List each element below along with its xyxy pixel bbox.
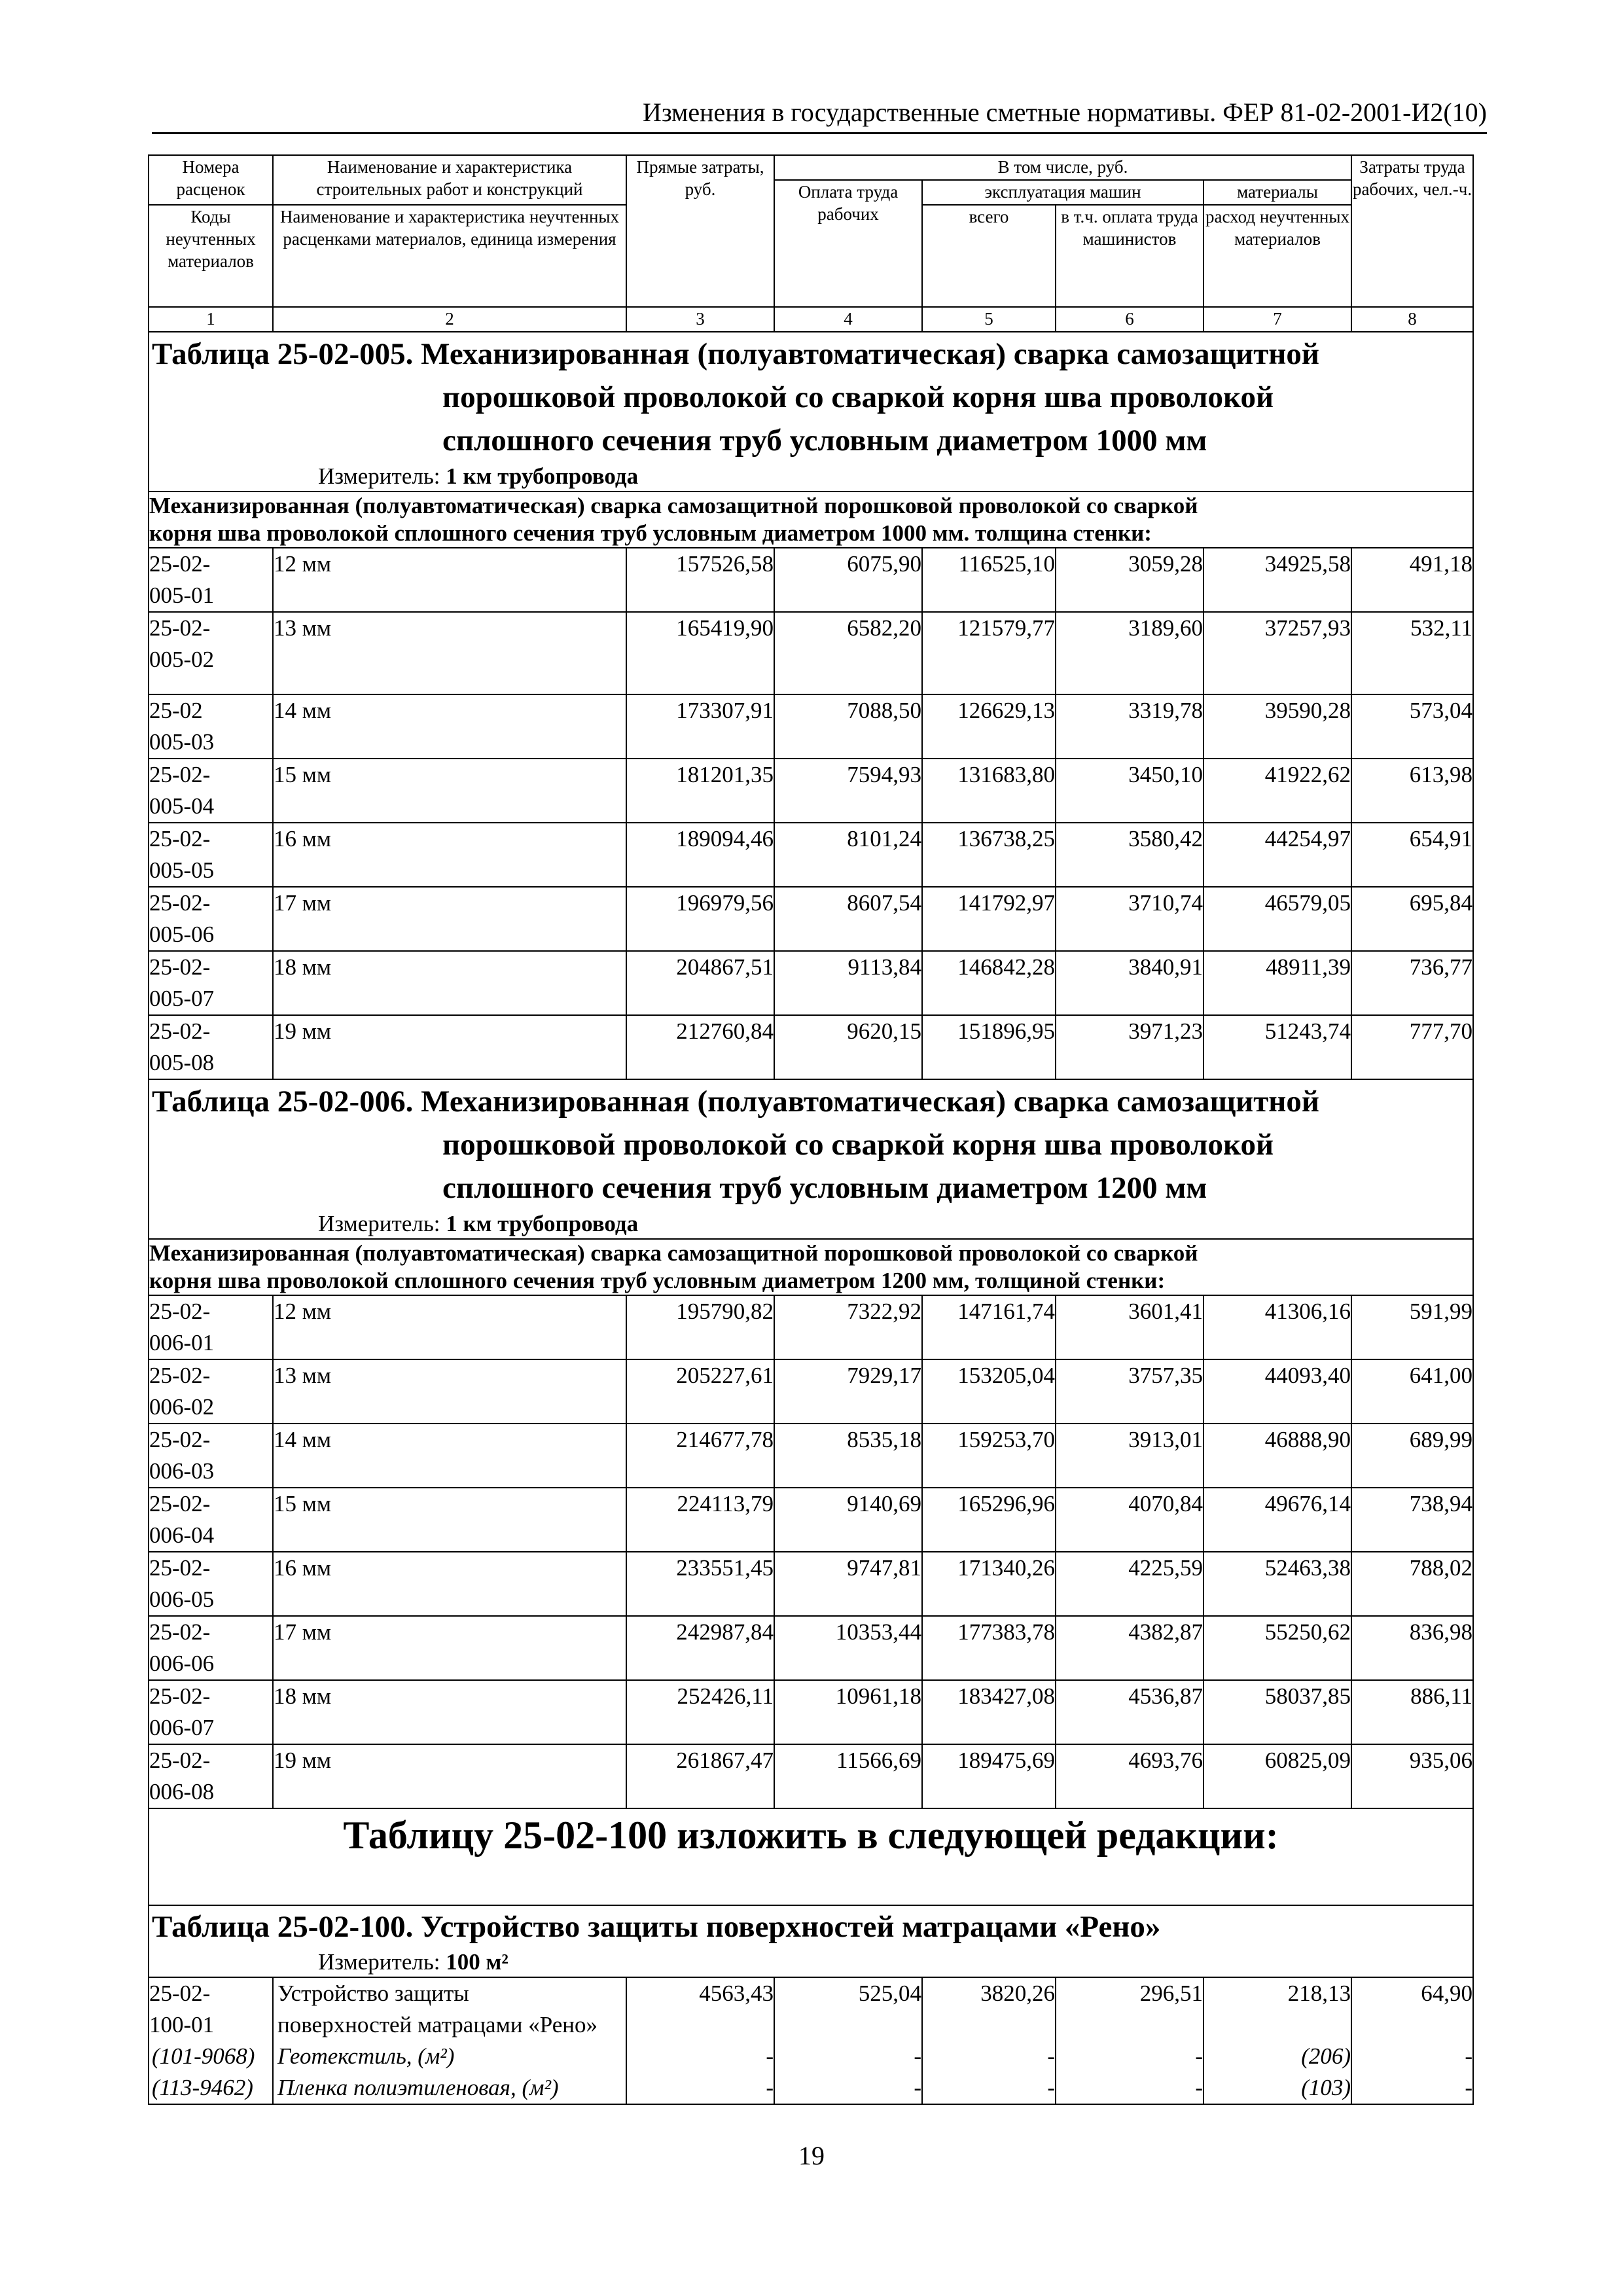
- table-006-title: [149, 1080, 1472, 1210]
- machine-total: 153205,04: [922, 1359, 1056, 1424]
- table-005-measure: [149, 462, 1472, 491]
- direct-costs: 189094,46: [626, 823, 774, 887]
- machine-total: 126629,13: [922, 694, 1056, 759]
- machine-total: 151896,95: [922, 1015, 1056, 1079]
- section-line: Механизированная (полуавтоматическая) сварка самозащитной порошковой проволокой со сваркой: [149, 1240, 1198, 1266]
- materials: 218,13: [1204, 1977, 1351, 2041]
- wall-thickness: 18 мм: [273, 951, 626, 1015]
- rate-row: [149, 1359, 1473, 1424]
- direct-costs: 252426,11: [626, 1680, 774, 1744]
- machinist-pay: 4382,87: [1056, 1616, 1204, 1680]
- rate-code-part: 006-02: [149, 1394, 215, 1420]
- machinist-pay: 4536,87: [1056, 1680, 1204, 1744]
- rate-code-part: 005-08: [149, 1050, 215, 1075]
- rate-row: [149, 1744, 1473, 1808]
- wall-thickness: 13 мм: [273, 1359, 626, 1424]
- rate-code-part: 100-01: [149, 2012, 215, 2037]
- rate-code-part: 25-02-: [149, 954, 211, 980]
- materials: 48911,39: [1204, 951, 1351, 1015]
- labor-costs: 64,90: [1351, 1977, 1473, 2041]
- work-name-part: Устройство защиты: [277, 1981, 469, 2006]
- materials: 51243,74: [1204, 1015, 1351, 1079]
- rate-code-part: 006-05: [149, 1587, 215, 1612]
- worker-pay: 525,04: [774, 1977, 922, 2041]
- direct-costs: 205227,61: [626, 1359, 774, 1424]
- worker-pay: 7322,92: [774, 1295, 922, 1359]
- column-number: 1: [149, 307, 273, 332]
- column-number: 4: [774, 307, 922, 332]
- rate-code: [149, 1744, 273, 1808]
- rate-code-part: 005-04: [149, 793, 215, 819]
- rate-code: [149, 1424, 273, 1488]
- worker-pay: 6582,20: [774, 612, 922, 694]
- labor-costs: 689,99: [1351, 1424, 1473, 1488]
- machine-total: -: [922, 2072, 1056, 2104]
- rate-code-part: 25-02-: [149, 1683, 211, 1709]
- table-005-title-cell: [149, 332, 1473, 492]
- rate-code-part: 25-02-: [149, 1555, 211, 1581]
- direct-costs: 181201,35: [626, 759, 774, 823]
- material-row: [149, 2041, 1473, 2072]
- materials: 46888,90: [1204, 1424, 1351, 1488]
- rate-code: [149, 887, 273, 951]
- table-title-line: Таблица 25-02-005. Механизированная (полуавтоматическая) сварка самозащитной: [152, 337, 1319, 371]
- rate-row: [149, 759, 1473, 823]
- machinist-pay: 3971,23: [1056, 1015, 1204, 1079]
- machine-total: 116525,10: [922, 548, 1056, 612]
- materials: 37257,93: [1204, 612, 1351, 694]
- materials: 39590,28: [1204, 694, 1351, 759]
- machinist-pay: 3601,41: [1056, 1295, 1204, 1359]
- machine-total: -: [922, 2041, 1056, 2072]
- direct-costs: 4563,43: [626, 1977, 774, 2041]
- rate-code-part: 005-06: [149, 922, 215, 947]
- table-100-row: [149, 1977, 1473, 2041]
- rate-row: [149, 1680, 1473, 1744]
- direct-costs: 214677,78: [626, 1424, 774, 1488]
- table-title-line: порошковой проволокой со сваркой корня шва проволокой: [442, 1128, 1274, 1162]
- rate-row: [149, 694, 1473, 759]
- labor-costs: 613,98: [1351, 759, 1473, 823]
- column-number: 8: [1351, 307, 1473, 332]
- machinist-pay: 3189,60: [1056, 612, 1204, 694]
- machine-total: 189475,69: [922, 1744, 1056, 1808]
- wall-thickness: 16 мм: [273, 823, 626, 887]
- rate-code: [149, 694, 273, 759]
- materials: (206): [1204, 2041, 1351, 2072]
- machinist-pay: 4693,76: [1056, 1744, 1204, 1808]
- direct-costs: 233551,45: [626, 1552, 774, 1616]
- rate-row: [149, 1616, 1473, 1680]
- direct-costs: 212760,84: [626, 1015, 774, 1079]
- labor-costs: 788,02: [1351, 1552, 1473, 1616]
- header-unaccounted-materials: расход неучтенных материалов: [1204, 205, 1351, 307]
- column-number: 7: [1204, 307, 1351, 332]
- table-100-title: Таблица 25-02-100. Устройство защиты поверхностей матрацами «Рено»: [152, 1910, 1161, 1944]
- header-total: всего: [922, 205, 1056, 307]
- table-005-title: [149, 332, 1472, 462]
- materials: (103): [1204, 2072, 1351, 2104]
- machinist-pay: 3580,42: [1056, 823, 1204, 887]
- machinist-pay: 3450,10: [1056, 759, 1204, 823]
- worker-pay: 6075,90: [774, 548, 922, 612]
- direct-costs: -: [626, 2072, 774, 2104]
- machine-total: 171340,26: [922, 1552, 1056, 1616]
- wall-thickness: 16 мм: [273, 1552, 626, 1616]
- table-100-measure: [149, 1948, 1472, 1977]
- rate-code-part: 25-02-: [149, 1427, 211, 1452]
- machinist-pay: 3757,35: [1056, 1359, 1204, 1424]
- material-code: (101-9068): [149, 2041, 273, 2072]
- rate-code-part: 006-07: [149, 1715, 215, 1740]
- worker-pay: 7088,50: [774, 694, 922, 759]
- header-name-unaccounted: Наименование и характеристика неучтенных расценками материалов, единица измерения: [273, 205, 626, 307]
- labor-costs: -: [1351, 2072, 1473, 2104]
- worker-pay: 10353,44: [774, 1616, 922, 1680]
- rate-row: [149, 1295, 1473, 1359]
- labor-costs: 738,94: [1351, 1488, 1473, 1552]
- materials: 46579,05: [1204, 887, 1351, 951]
- machine-total: 3820,26: [922, 1977, 1056, 2041]
- materials: 44254,97: [1204, 823, 1351, 887]
- labor-costs: 886,11: [1351, 1680, 1473, 1744]
- machine-total: 146842,28: [922, 951, 1056, 1015]
- rate-code-part: 25-02-: [149, 1619, 211, 1645]
- direct-costs: 204867,51: [626, 951, 774, 1015]
- column-numbers-row: [149, 307, 1473, 332]
- materials: 52463,38: [1204, 1552, 1351, 1616]
- rate-code: [149, 1616, 273, 1680]
- table-100-materials: [149, 2041, 1473, 2104]
- rate-code: [149, 1295, 273, 1359]
- work-name: [273, 1977, 626, 2041]
- direct-costs: 195790,82: [626, 1295, 774, 1359]
- rate-code-part: 005-02: [149, 647, 215, 672]
- wall-thickness: 13 мм: [273, 612, 626, 694]
- rate-row: [149, 951, 1473, 1015]
- material-row: [149, 2072, 1473, 2104]
- materials: 55250,62: [1204, 1616, 1351, 1680]
- page-number: 19: [798, 2141, 825, 2170]
- rate-row: [149, 887, 1473, 951]
- worker-pay: 8607,54: [774, 887, 922, 951]
- column-number: 3: [626, 307, 774, 332]
- header-incl-machinist-pay: в т.ч. оплата труда машинистов: [1056, 205, 1204, 307]
- worker-pay: 9113,84: [774, 951, 922, 1015]
- measure-value: 100 м²: [446, 1949, 508, 1975]
- worker-pay: 10961,18: [774, 1680, 922, 1744]
- rate-code-part: 006-04: [149, 1522, 215, 1548]
- labor-costs: 836,98: [1351, 1616, 1473, 1680]
- section-line: Механизированная (полуавтоматическая) сварка самозащитной порошковой проволокой со сваркой: [149, 493, 1198, 518]
- rate-row: [149, 1552, 1473, 1616]
- rate-row: [149, 1488, 1473, 1552]
- header-machine-operation: эксплуатация машин: [922, 180, 1204, 205]
- labor-costs: 591,99: [1351, 1295, 1473, 1359]
- header-including: В том числе, руб.: [774, 155, 1351, 180]
- table-006-section-header: [149, 1239, 1473, 1295]
- materials: 60825,09: [1204, 1744, 1351, 1808]
- materials: 58037,85: [1204, 1680, 1351, 1744]
- direct-costs: 242987,84: [626, 1616, 774, 1680]
- machine-total: 183427,08: [922, 1680, 1056, 1744]
- labor-costs: -: [1351, 2041, 1473, 2072]
- header-codes-unaccounted: Коды неучтенных материалов: [149, 205, 273, 307]
- worker-pay: 8101,24: [774, 823, 922, 887]
- direct-costs: 165419,90: [626, 612, 774, 694]
- worker-pay: 9620,15: [774, 1015, 922, 1079]
- header-direct-costs: Прямые затраты, руб.: [626, 155, 774, 307]
- labor-costs: 532,11: [1351, 612, 1473, 694]
- rate-code-part: 25-02-: [149, 826, 211, 852]
- rate-code: [149, 951, 273, 1015]
- rate-code-part: 006-03: [149, 1458, 215, 1484]
- machine-total: 131683,80: [922, 759, 1056, 823]
- header-worker-pay: Оплата труда рабочих: [774, 180, 922, 307]
- rate-code-part: 006-01: [149, 1330, 215, 1355]
- table-title-line: сплошного сечения труб условным диаметром 1000 мм: [442, 423, 1207, 457]
- rate-row: [149, 823, 1473, 887]
- section-line: корня шва проволокой сплошного сечения труб условным диаметром 1200 мм, толщиной стенки:: [149, 1268, 1166, 1293]
- rate-row: [149, 1424, 1473, 1488]
- labor-costs: 641,00: [1351, 1359, 1473, 1424]
- table-title-line: порошковой проволокой со сваркой корня шва проволокой: [442, 380, 1274, 414]
- machinist-pay: 296,51: [1056, 1977, 1204, 2041]
- rate-code-part: 25-02-: [149, 551, 211, 577]
- direct-costs: 196979,56: [626, 887, 774, 951]
- machine-total: 147161,74: [922, 1295, 1056, 1359]
- rate-code-part: 25-02-: [149, 890, 211, 916]
- labor-costs: 935,06: [1351, 1744, 1473, 1808]
- rate-code-part: 25-02-: [149, 1491, 211, 1516]
- worker-pay: 7594,93: [774, 759, 922, 823]
- worker-pay: 11566,69: [774, 1744, 922, 1808]
- labor-costs: 695,84: [1351, 887, 1473, 951]
- header-name-characteristics: Наименование и характеристика строительных работ и конструкций: [273, 155, 626, 205]
- worker-pay: -: [774, 2072, 922, 2104]
- wall-thickness: 14 мм: [273, 694, 626, 759]
- replacement-notice: Таблицу 25-02-100 изложить в следующей редакции:: [149, 1808, 1473, 1905]
- wall-thickness: 14 мм: [273, 1424, 626, 1488]
- table-100-title-cell: [149, 1905, 1473, 1977]
- machinist-pay: 4225,59: [1056, 1552, 1204, 1616]
- machine-total: 177383,78: [922, 1616, 1056, 1680]
- table-005-rows: [149, 548, 1473, 1079]
- rate-code: [149, 1552, 273, 1616]
- rate-code: [149, 1359, 273, 1424]
- rate-code: [149, 1488, 273, 1552]
- measure-label: Измеритель:: [318, 1211, 440, 1236]
- rate-code: [149, 612, 273, 694]
- labor-costs: 491,18: [1351, 548, 1473, 612]
- rate-code: [149, 759, 273, 823]
- column-number: 6: [1056, 307, 1204, 332]
- rate-code-part: 25-02-: [149, 762, 211, 787]
- wall-thickness: 19 мм: [273, 1015, 626, 1079]
- rate-code-part: 005-07: [149, 986, 215, 1011]
- labor-costs: 736,77: [1351, 951, 1473, 1015]
- rate-code-part: 25-02-: [149, 615, 211, 641]
- machinist-pay: -: [1056, 2041, 1204, 2072]
- rate-code-part: 25-02-: [149, 1299, 211, 1324]
- rate-code-part: 006-08: [149, 1779, 215, 1804]
- wall-thickness: 12 мм: [273, 1295, 626, 1359]
- materials: 41922,62: [1204, 759, 1351, 823]
- table-title-line: Таблица 25-02-006. Механизированная (полуавтоматическая) сварка самозащитной: [152, 1085, 1319, 1119]
- machinist-pay: 3319,78: [1056, 694, 1204, 759]
- machinist-pay: 3710,74: [1056, 887, 1204, 951]
- materials: 49676,14: [1204, 1488, 1351, 1552]
- machinist-pay: 3840,91: [1056, 951, 1204, 1015]
- running-header: Изменения в государственные сметные нормативы. ФЕР 81-02-2001-И2(10): [642, 98, 1487, 127]
- materials: 44093,40: [1204, 1359, 1351, 1424]
- wall-thickness: 15 мм: [273, 1488, 626, 1552]
- table-006-title-cell: [149, 1079, 1473, 1239]
- machinist-pay: -: [1056, 2072, 1204, 2104]
- material-code: (113-9462): [149, 2072, 273, 2104]
- rate-code-part: 005-05: [149, 857, 215, 883]
- labor-costs: 777,70: [1351, 1015, 1473, 1079]
- rate-code-part: 005-03: [149, 729, 215, 755]
- wall-thickness: 17 мм: [273, 1616, 626, 1680]
- wall-thickness: 18 мм: [273, 1680, 626, 1744]
- worker-pay: 7929,17: [774, 1359, 922, 1424]
- machine-total: 165296,96: [922, 1488, 1056, 1552]
- wall-thickness: 15 мм: [273, 759, 626, 823]
- machinist-pay: 3059,28: [1056, 548, 1204, 612]
- rate-code-part: 25-02: [149, 698, 203, 723]
- rate-code-part: 25-02-: [149, 1018, 211, 1044]
- machinist-pay: 4070,84: [1056, 1488, 1204, 1552]
- machine-total: 121579,77: [922, 612, 1056, 694]
- work-name-part: поверхностей матрацами «Рено»: [277, 2012, 597, 2037]
- measure-label: Измеритель:: [318, 1949, 440, 1975]
- table-006-rows: [149, 1295, 1473, 1808]
- wall-thickness: 17 мм: [273, 887, 626, 951]
- worker-pay: 8535,18: [774, 1424, 922, 1488]
- rate-code-part: 25-02-: [149, 1981, 211, 2006]
- worker-pay: 9747,81: [774, 1552, 922, 1616]
- rates-table: [148, 154, 1474, 2105]
- rate-code: [149, 1977, 273, 2041]
- machine-total: 136738,25: [922, 823, 1056, 887]
- machine-total: 141792,97: [922, 887, 1056, 951]
- direct-costs: 157526,58: [626, 548, 774, 612]
- rate-code-part: 25-02-: [149, 1748, 211, 1773]
- rate-row: [149, 548, 1473, 612]
- wall-thickness: 19 мм: [273, 1744, 626, 1808]
- direct-costs: 224113,79: [626, 1488, 774, 1552]
- material-name: Геотекстиль, (м²): [273, 2041, 626, 2072]
- rate-row: [149, 1015, 1473, 1079]
- rate-row: [149, 612, 1473, 694]
- header-labor-costs: Затраты труда рабочих, чел.-ч.: [1351, 155, 1473, 307]
- rate-code: [149, 823, 273, 887]
- direct-costs: 261867,47: [626, 1744, 774, 1808]
- direct-costs: 173307,91: [626, 694, 774, 759]
- wall-thickness: 12 мм: [273, 548, 626, 612]
- table-005-section-header: [149, 492, 1473, 548]
- header-materials: материалы: [1204, 180, 1351, 205]
- materials: 34925,58: [1204, 548, 1351, 612]
- rate-code-part: 005-01: [149, 583, 215, 608]
- rate-code: [149, 548, 273, 612]
- labor-costs: 573,04: [1351, 694, 1473, 759]
- machine-total: 159253,70: [922, 1424, 1056, 1488]
- measure-value: 1 км трубопровода: [446, 1211, 639, 1236]
- section-line: корня шва проволокой сплошного сечения труб условным диаметром 1000 мм. толщина стенки:: [149, 520, 1152, 546]
- machinist-pay: 3913,01: [1056, 1424, 1204, 1488]
- column-number: 5: [922, 307, 1056, 332]
- measure-value: 1 км трубопровода: [446, 463, 639, 489]
- header-rate-numbers: Номера расценок: [149, 155, 273, 205]
- worker-pay: 9140,69: [774, 1488, 922, 1552]
- rate-code-part: 006-06: [149, 1651, 215, 1676]
- table-006-measure: [149, 1210, 1472, 1238]
- worker-pay: -: [774, 2041, 922, 2072]
- material-name: Пленка полиэтиленовая, (м²): [273, 2072, 626, 2104]
- measure-label: Измеритель:: [318, 463, 440, 489]
- rate-code-part: 25-02-: [149, 1363, 211, 1388]
- table-title-line: сплошного сечения труб условным диаметром 1200 мм: [442, 1171, 1207, 1205]
- rate-code: [149, 1015, 273, 1079]
- column-number: 2: [273, 307, 626, 332]
- materials: 41306,16: [1204, 1295, 1351, 1359]
- header-rule: [152, 132, 1487, 134]
- labor-costs: 654,91: [1351, 823, 1473, 887]
- direct-costs: -: [626, 2041, 774, 2072]
- rate-code: [149, 1680, 273, 1744]
